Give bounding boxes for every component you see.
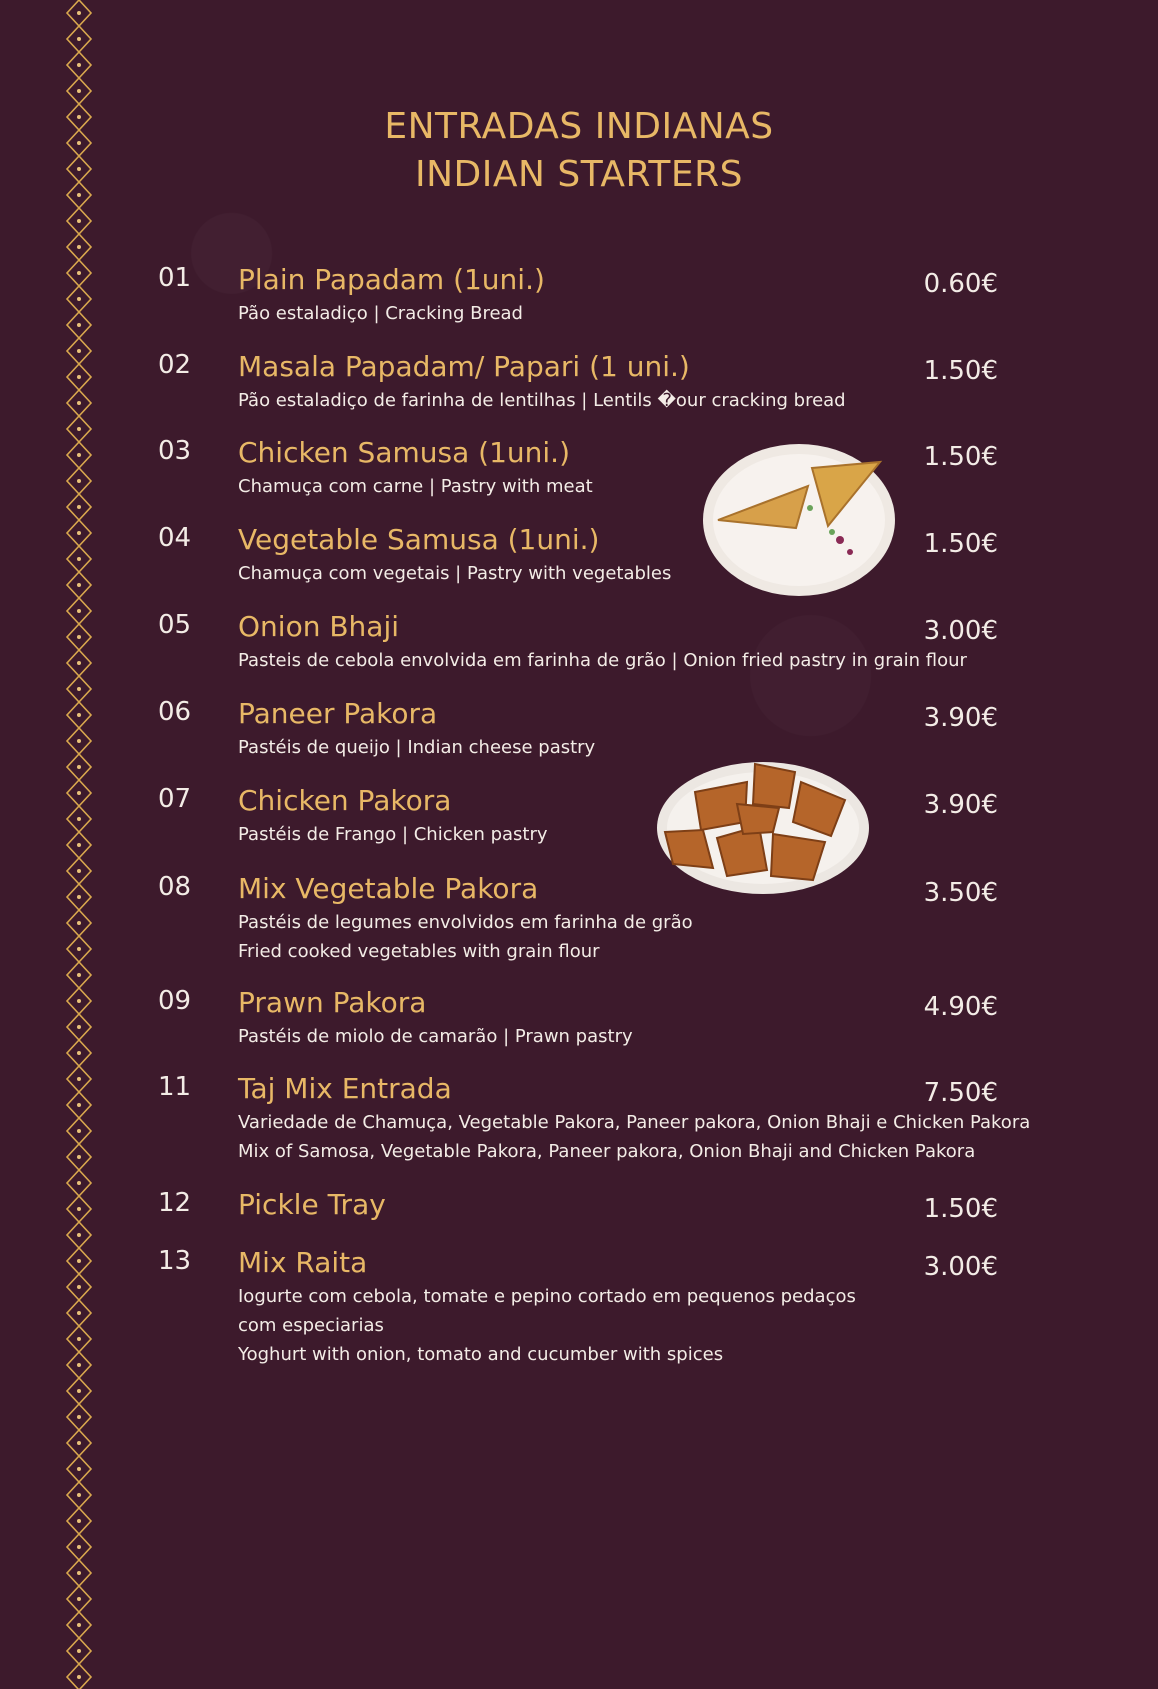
- menu-title-en: INDIAN STARTERS: [414, 154, 744, 195]
- item-number: 01: [158, 263, 192, 293]
- item-description: [238, 1108, 1030, 1166]
- item-description: [238, 1282, 856, 1369]
- item-number: 06: [158, 697, 192, 727]
- item-description: [238, 1022, 633, 1051]
- item-name: Masala Papadam/ Papari (1 uni.): [238, 350, 690, 383]
- item-description: [238, 646, 967, 675]
- item-name: Vegetable Samusa (1uni.): [238, 523, 600, 556]
- description-line: Pastéis de queijo | Indian cheese pastry: [238, 737, 596, 758]
- item-price: 1.50€: [923, 356, 998, 386]
- item-price: 1.50€: [923, 529, 998, 559]
- item-price: 3.90€: [923, 790, 998, 820]
- menu-title-pt: ENTRADAS INDIANAS: [384, 106, 774, 147]
- item-name: Mix Raita: [238, 1246, 368, 1279]
- description-line: Variedade de Chamuça, Vegetable Pakora, Paneer pakora, Onion Bhaji e Chicken Pakora: [238, 1112, 1031, 1133]
- item-price: 3.90€: [923, 703, 998, 733]
- description-line: Yoghurt with onion, tomato and cucumber with spices: [238, 1344, 724, 1365]
- item-price: 3.50€: [923, 878, 998, 908]
- ornamental-border: [64, 0, 94, 1689]
- item-name: Paneer Pakora: [238, 697, 438, 730]
- description-line: Pão estaladiço | Cracking Bread: [238, 303, 523, 324]
- item-description: [238, 733, 595, 762]
- item-number: 09: [158, 986, 192, 1016]
- item-name: Chicken Samusa (1uni.): [238, 436, 570, 469]
- item-name: Prawn Pakora: [238, 986, 427, 1019]
- description-line: Pasteis de cebola envolvida em farinha de grão | Onion fried pastry in grain flour: [238, 650, 967, 671]
- item-price: 3.00€: [923, 1252, 998, 1282]
- item-name: Plain Papadam (1uni.): [238, 263, 545, 296]
- description-line: Pastéis de miolo de camarão | Prawn pastry: [238, 1026, 633, 1047]
- item-description: [238, 820, 548, 849]
- item-price: 7.50€: [923, 1078, 998, 1108]
- item-number: 11: [158, 1072, 192, 1102]
- description-line: Iogurte com cebola, tomate e pepino cortado em pequenos pedaços: [238, 1286, 856, 1307]
- item-description: [238, 386, 846, 415]
- item-number: 08: [158, 872, 192, 902]
- item-description: [238, 559, 671, 588]
- item-price: 1.50€: [923, 442, 998, 472]
- description-line: Chamuça com vegetais | Pastry with vegetables: [238, 563, 672, 584]
- item-description: [238, 908, 693, 966]
- samosa-plate-image: [700, 440, 898, 600]
- item-description: [238, 299, 523, 328]
- item-name: Onion Bhaji: [238, 610, 400, 643]
- item-number: 02: [158, 350, 192, 380]
- item-name: Chicken Pakora: [238, 784, 452, 817]
- item-number: 12: [158, 1188, 192, 1218]
- description-line: Pastéis de legumes envolvidos em farinha de grão: [238, 912, 693, 933]
- item-number: 03: [158, 436, 192, 466]
- description-line: com especiarias: [238, 1315, 384, 1336]
- item-price: 1.50€: [923, 1194, 998, 1224]
- description-line: Pastéis de Frango | Chicken pastry: [238, 824, 548, 845]
- pakora-plate-image: [655, 752, 871, 896]
- item-price: 0.60€: [923, 269, 998, 299]
- item-number: 13: [158, 1246, 192, 1276]
- item-description: [238, 472, 593, 501]
- item-number: 04: [158, 523, 192, 553]
- description-line: Pão estaladiço de farinha de lentilhas | Lentils �our cracking bread: [238, 390, 846, 411]
- description-line: Mix of Samosa, Vegetable Pakora, Paneer pakora, Onion Bhaji and Chicken Pakora: [238, 1141, 976, 1162]
- item-name: Pickle Tray: [238, 1188, 386, 1221]
- item-price: 3.00€: [923, 616, 998, 646]
- description-line: Chamuça com carne | Pastry with meat: [238, 476, 593, 497]
- item-name: Taj Mix Entrada: [238, 1072, 452, 1105]
- item-number: 05: [158, 610, 192, 640]
- item-price: 4.90€: [923, 992, 998, 1022]
- description-line: Fried cooked vegetables with grain flour: [238, 941, 600, 962]
- item-number: 07: [158, 784, 192, 814]
- item-name: Mix Vegetable Pakora: [238, 872, 539, 905]
